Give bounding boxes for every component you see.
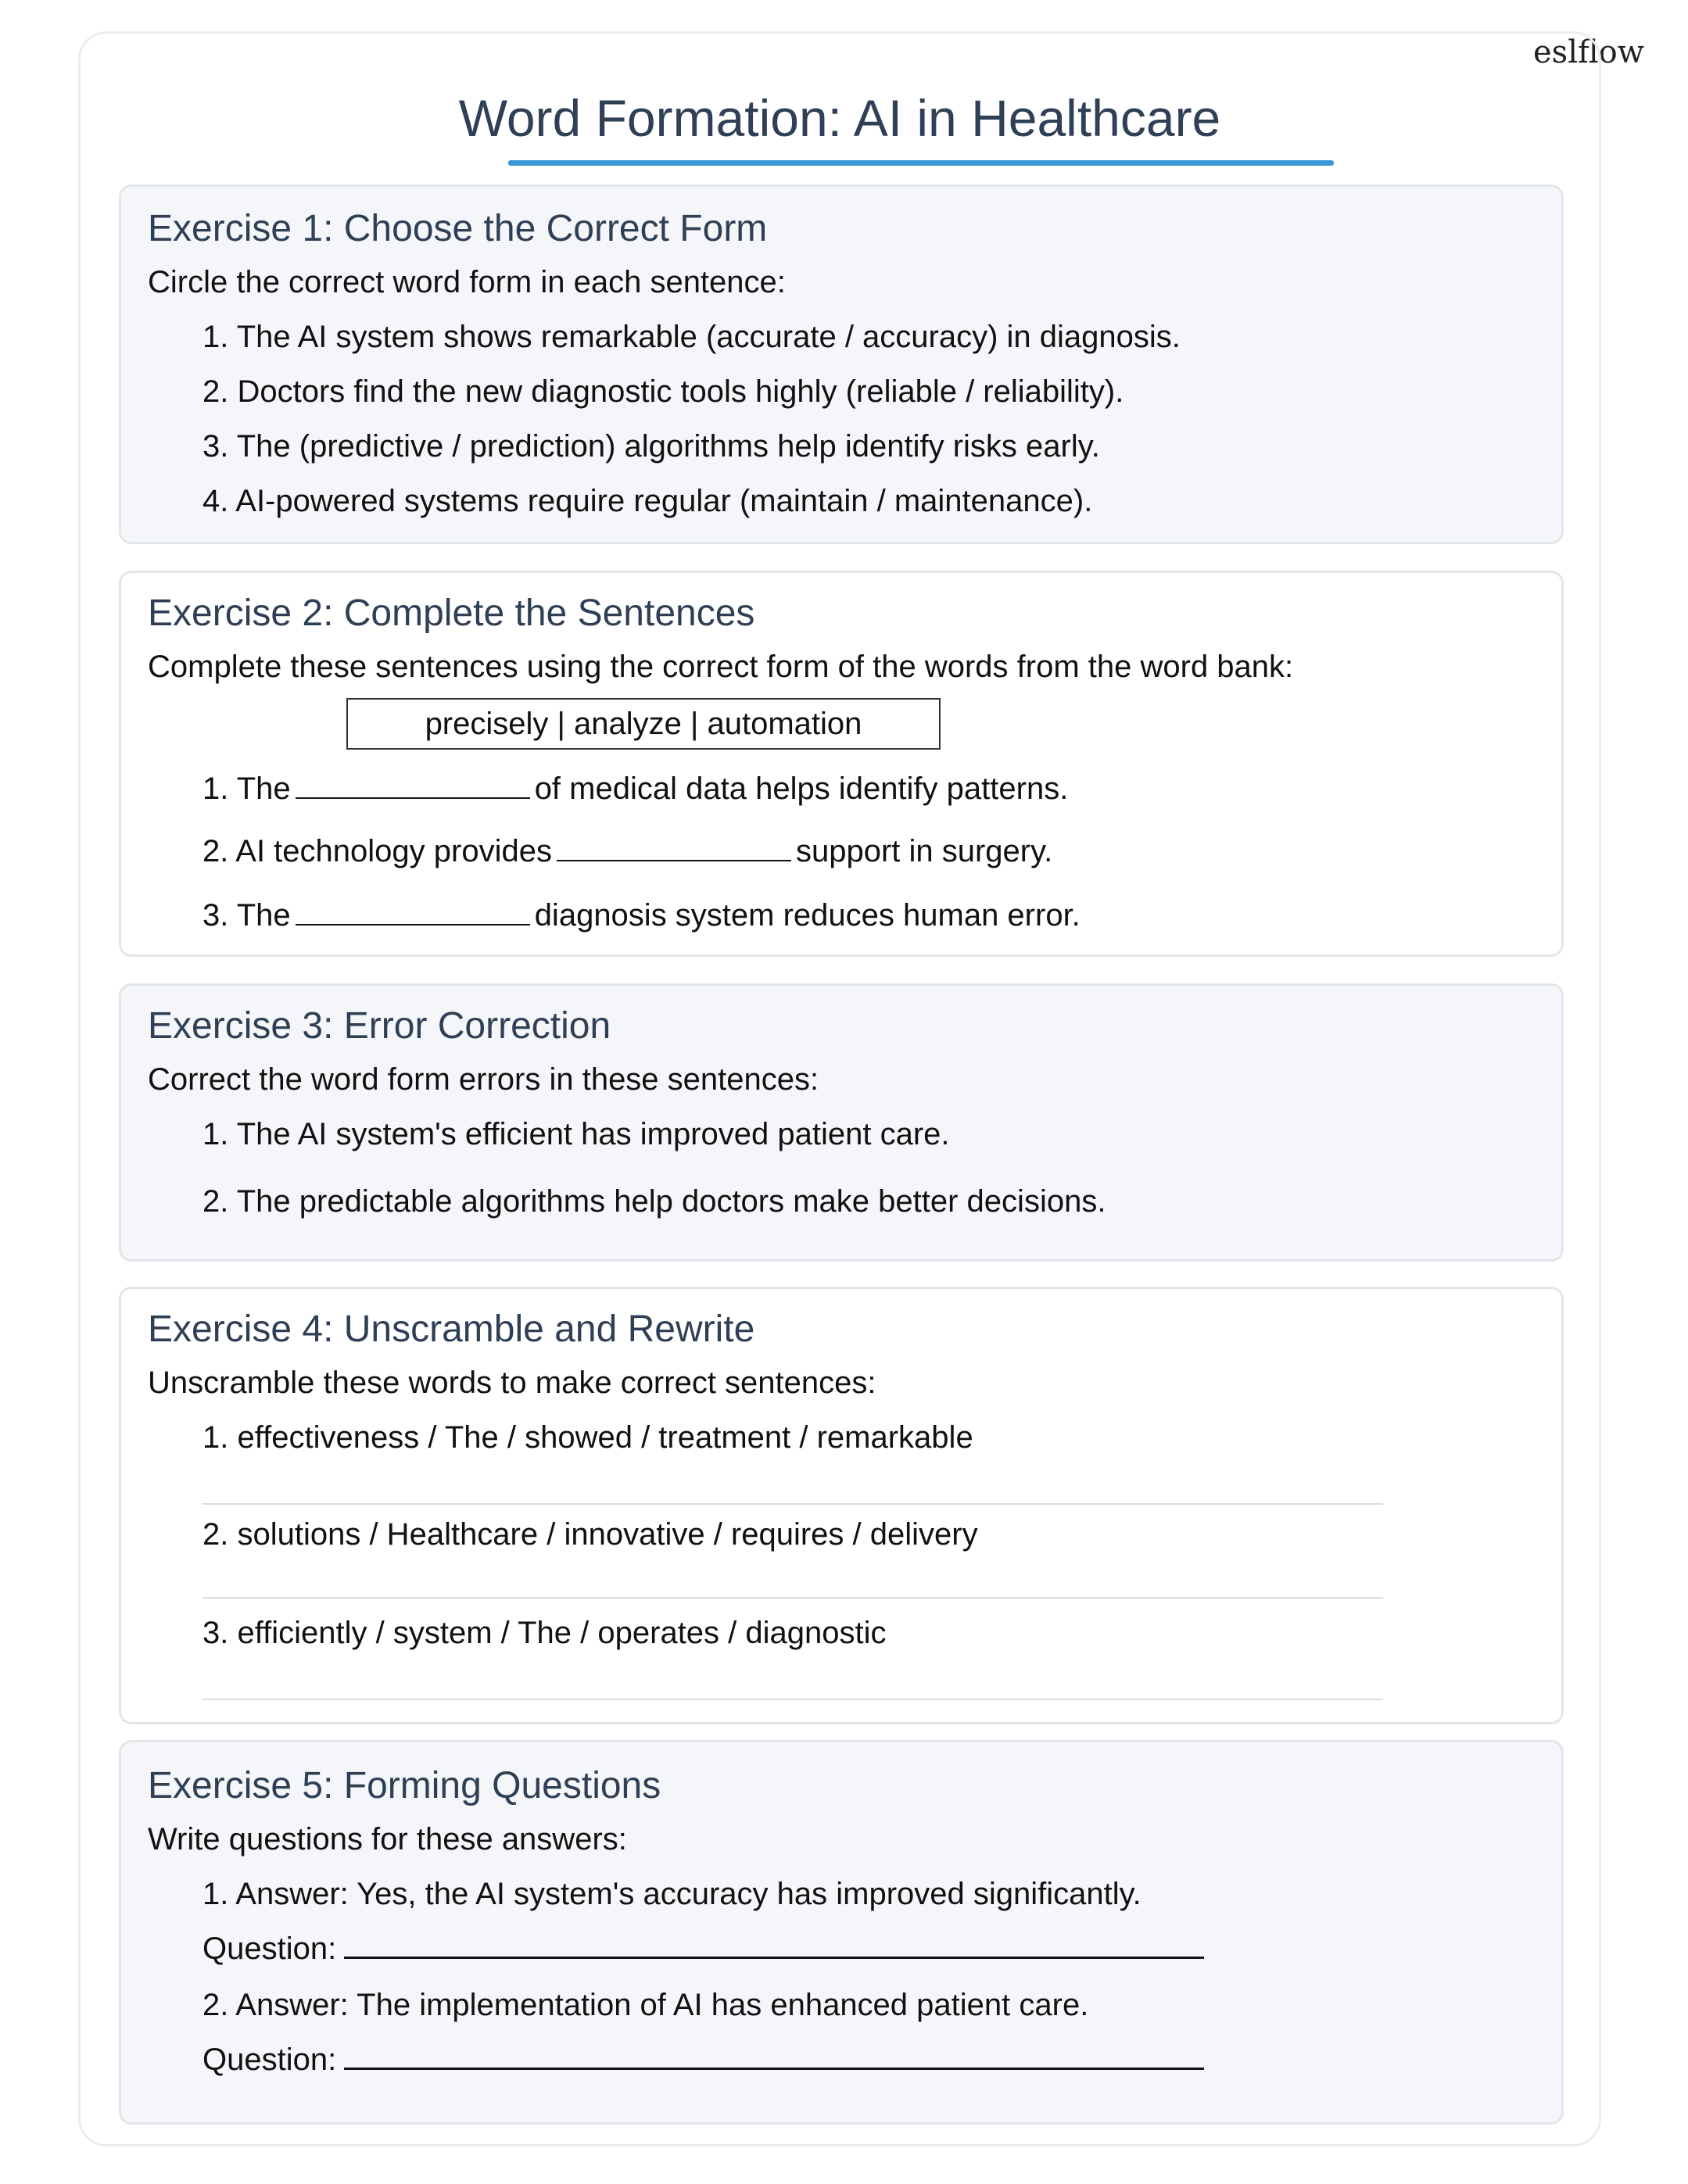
exercise-5-answer: 2. Answer: The implementation of AI has enhanced patient care. bbox=[202, 1988, 1089, 2022]
fill-in-blank[interactable] bbox=[296, 900, 530, 926]
exercise-1-section bbox=[119, 184, 1564, 544]
exercise-1-instruction: Circle the correct word form in each sentence: bbox=[148, 265, 786, 299]
exercise-3-section bbox=[119, 983, 1564, 1262]
exercise-4-item: 1. effectiveness / The / showed / treatment / remarkable bbox=[202, 1420, 973, 1455]
sentence-end: diagnosis system reduces human error. bbox=[534, 898, 1081, 933]
exercise-2-item bbox=[202, 834, 1052, 869]
sentence-start: 2. AI technology provides bbox=[202, 834, 552, 868]
exercise-2-section bbox=[119, 571, 1564, 957]
exercise-5-answer: 1. Answer: Yes, the AI system's accuracy has improved significantly. bbox=[202, 1877, 1141, 1911]
exercise-3-item: 1. The AI system's efficient has improved patient care. bbox=[202, 1117, 950, 1151]
question-write-line[interactable] bbox=[344, 1933, 1204, 1959]
exercise-3-instruction: Correct the word form errors in these sentences: bbox=[148, 1062, 819, 1097]
exercise-4-item: 2. solutions / Healthcare / innovative / requires / delivery bbox=[202, 1517, 978, 1552]
exercise-4-instruction: Unscramble these words to make correct sentences: bbox=[148, 1366, 876, 1400]
exercise-2-item bbox=[202, 898, 1081, 933]
exercise-1-item: 1. The AI system shows remarkable (accurate / accuracy) in diagnosis. bbox=[202, 320, 1181, 354]
answer-line[interactable] bbox=[202, 1699, 1383, 1700]
answer-line[interactable] bbox=[202, 1597, 1383, 1599]
sentence-end: of medical data helps identify patterns. bbox=[534, 772, 1069, 806]
page-title: Word Formation: AI in Healthcare bbox=[458, 89, 1221, 147]
exercise-1-item: 4. AI-powered systems require regular (maintain / maintenance). bbox=[202, 484, 1093, 518]
exercise-1-item: 3. The (predictive / prediction) algorithms help identify risks early. bbox=[202, 429, 1100, 464]
exercise-2-item bbox=[202, 772, 1068, 807]
exercise-2-heading: Exercise 2: Complete the Sentences bbox=[148, 593, 755, 634]
exercise-5-question-row bbox=[202, 2043, 1204, 2078]
exercise-5-instruction: Write questions for these answers: bbox=[148, 1822, 627, 1856]
exercise-2-instruction: Complete these sentences using the correct form of the words from the word bank: bbox=[148, 650, 1294, 684]
title-underline bbox=[508, 160, 1334, 166]
exercise-3-heading: Exercise 3: Error Correction bbox=[148, 1005, 611, 1047]
sentence-end: support in surgery. bbox=[795, 834, 1053, 868]
fill-in-blank[interactable] bbox=[296, 774, 530, 799]
question-label: Question: bbox=[202, 1932, 337, 1966]
fill-in-blank[interactable] bbox=[557, 836, 791, 861]
word-bank: precisely | analyze | automation bbox=[346, 698, 941, 750]
exercise-4-heading: Exercise 4: Unscramble and Rewrite bbox=[148, 1309, 755, 1350]
exercise-5-section bbox=[119, 1740, 1564, 2125]
exercise-1-heading: Exercise 1: Choose the Correct Form bbox=[148, 208, 768, 249]
exercise-3-item: 2. The predictable algorithms help doctors make better decisions. bbox=[202, 1184, 1106, 1219]
sentence-start: 1. The bbox=[202, 772, 291, 806]
brand-logo-text: eslflow bbox=[1533, 34, 1644, 70]
exercise-5-question-row bbox=[202, 1932, 1204, 1967]
question-write-line[interactable] bbox=[344, 2044, 1204, 2070]
question-label: Question: bbox=[202, 2043, 337, 2077]
exercise-1-item: 2. Doctors find the new diagnostic tools highly (reliable / reliability). bbox=[202, 374, 1124, 409]
sentence-start: 3. The bbox=[202, 898, 291, 933]
exercise-4-section bbox=[119, 1287, 1564, 1724]
answer-line[interactable] bbox=[202, 1503, 1383, 1505]
exercise-4-item: 3. efficiently / system / The / operates / diagnostic bbox=[202, 1616, 887, 1650]
exercise-5-heading: Exercise 5: Forming Questions bbox=[148, 1765, 661, 1806]
